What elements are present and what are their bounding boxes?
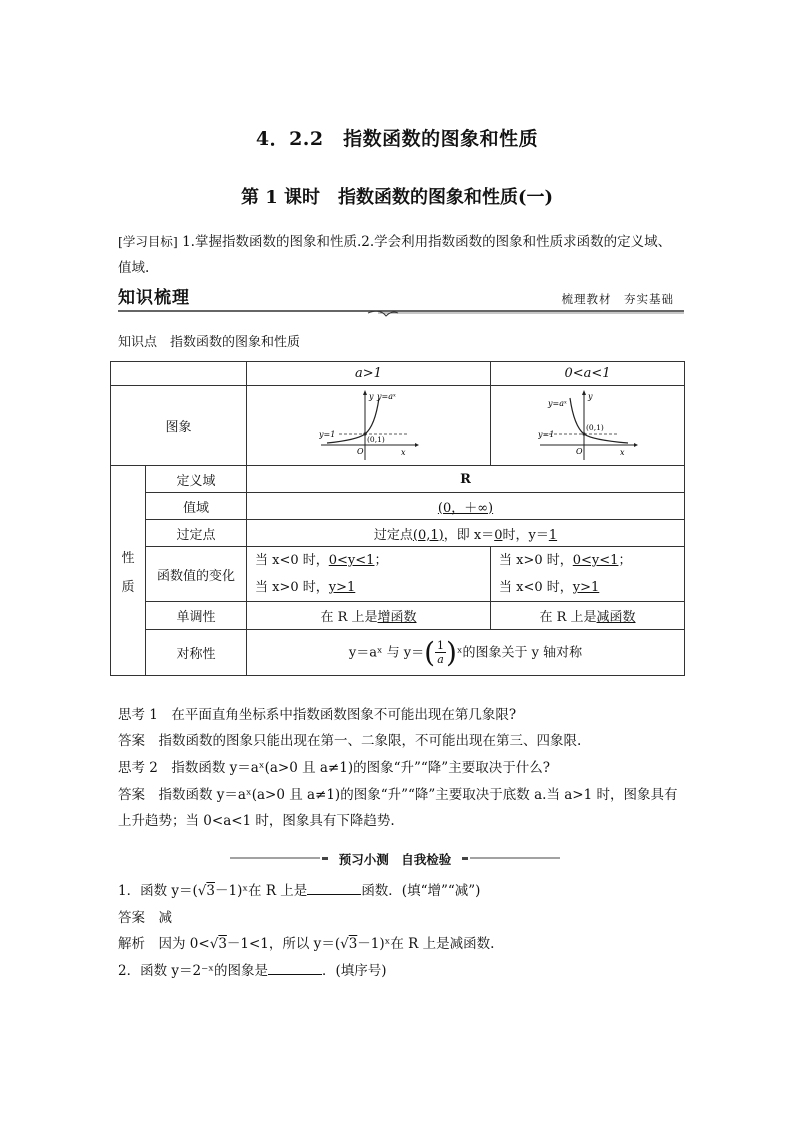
- monotonicity-label: 单调性: [146, 602, 247, 630]
- mono-a-pre: 在 R 上是: [320, 610, 378, 625]
- goal-tag: [学习目标]: [118, 234, 178, 249]
- separator-text: 预习小测 自我检验: [338, 852, 452, 867]
- think-2-question: [118, 755, 684, 781]
- properties-table: [110, 361, 685, 676]
- knowledge-banner: [118, 283, 684, 313]
- graph-increasing: [319, 390, 419, 462]
- q2-num: 2．: [118, 963, 141, 979]
- learning-goals: [118, 229, 684, 281]
- q1-blank[interactable]: [307, 880, 361, 895]
- q1-analysis-post: －1)ˣ在 R 上是减函数.: [357, 936, 495, 952]
- graph2-func: y=aˣ: [547, 398, 567, 408]
- sym-frac-den: a: [437, 653, 444, 666]
- knowledge-subtitle: 梳理教材 夯实基础: [561, 292, 674, 306]
- think2-answer-tag: 答案: [118, 787, 145, 803]
- q1-analysis-sqrt: 3: [218, 936, 227, 952]
- question-2: [118, 958, 684, 984]
- properties-label: [111, 466, 146, 676]
- knowledge-title: 知识梳理: [118, 288, 190, 308]
- change-b-l1-val: 0<y<1: [572, 553, 619, 568]
- range-value: [247, 493, 685, 520]
- q1-analysis-pre: 因为 0<: [158, 936, 210, 952]
- graph-decreasing: [538, 390, 638, 462]
- section-separator: [230, 850, 560, 866]
- fixed-mid: ，即 x＝: [443, 527, 495, 543]
- think-1-answer: [118, 728, 684, 754]
- think1-answer-tag: 答案: [118, 733, 145, 749]
- sym-frac-num: 1: [437, 639, 445, 652]
- change-label: 函数值的变化: [146, 547, 247, 602]
- header-a-gt-1: a>1: [247, 362, 491, 386]
- range-value-text: (0，＋∞): [437, 500, 494, 516]
- q2-post: ．(填序号): [321, 963, 387, 979]
- q2-pre: 函数 y＝2⁻ˣ的图象是: [140, 963, 268, 979]
- change-b-l2-val: y>1: [572, 580, 600, 595]
- q1-analysis-mid: －1<1，所以 y＝(: [226, 936, 341, 952]
- graph-a-gt-1-cell: [247, 386, 491, 466]
- graph-0-a-1-cell: [491, 386, 685, 466]
- change-a-l2-pre: 当 x>0 时，: [255, 580, 329, 595]
- sym-post: ˣ的图象关于 y 轴对称: [456, 645, 583, 660]
- graph1-y-label: y: [368, 391, 374, 401]
- header-0-a-1: 0<a<1: [491, 362, 685, 386]
- q1-answer-text: 减: [158, 910, 172, 926]
- fixed-point-value: [247, 520, 685, 547]
- domain-value: R: [247, 466, 685, 493]
- symmetry-value: y＝aˣ 与 y＝( $\frac{1}{a}$ )ˣ的图象关于 y 轴对称: [247, 630, 685, 676]
- think-1-question: [118, 702, 684, 728]
- lesson-title: 第 1 课时 指数函数的图象和性质(一): [240, 187, 554, 208]
- fixed-pre: 过定点: [373, 527, 413, 543]
- graph2-y-label: y: [587, 391, 593, 401]
- fixed-point-label: 过定点: [146, 520, 247, 547]
- fixed-x: 0: [494, 527, 503, 543]
- q1-answer-tag: 答案: [118, 910, 145, 926]
- change-a-l1-val: 0<y<1: [328, 553, 375, 568]
- q1-num: 1．: [118, 883, 141, 899]
- graph2-line-label: y=1: [537, 429, 554, 439]
- think1-q: 在平面直角坐标系中指数函数图象不可能出现在第几象限?: [171, 707, 517, 723]
- mono-0-a-1: [491, 602, 685, 630]
- domain-label: 定义域: [146, 466, 247, 493]
- graph-row-label: 图象: [111, 386, 247, 466]
- think1-tag: 思考 1: [118, 707, 158, 723]
- fixed-y: 1: [548, 527, 558, 543]
- q2-blank[interactable]: [268, 960, 322, 975]
- mono-b-pre: 在 R 上是: [539, 610, 597, 625]
- think2-answer: 指数函数 y＝aˣ(a>0 且 a≠1)的图象“升”“降”主要取决于底数 a.当 a>1 时，图象具有上升趋势；当 0<a<1 时，图象具有下降趋势.: [118, 787, 678, 829]
- change-a-gt-1: [247, 547, 491, 602]
- q1-analysis-sqrt2: 3: [348, 936, 358, 952]
- think-2-answer: [118, 782, 684, 834]
- think2-q: 指数函数 y＝aˣ(a>0 且 a≠1)的图象“升”“降”主要取决于什么?: [171, 760, 550, 776]
- banner-underline: [118, 308, 684, 318]
- question-1: 1．函数 y＝(√3－1)ˣ在 R 上是 函数．(填“增”“减”): [118, 878, 684, 904]
- change-b-l2-pre: 当 x<0 时，: [499, 580, 573, 595]
- section-title: 4．2.2 指数函数的图象和性质: [255, 128, 539, 150]
- range-label: 值域: [146, 493, 247, 520]
- think2-tag: 思考 2: [118, 760, 158, 776]
- goal-text: 1.掌握指数函数的图象和性质.2.学会利用指数函数的图象和性质求函数的定义域、值域.: [118, 234, 672, 276]
- graph2-point: (0,1): [585, 422, 604, 432]
- graph1-x-label: x: [400, 447, 406, 457]
- change-0-a-1: [491, 547, 685, 602]
- fixed-point: (0,1): [412, 527, 444, 543]
- q1-pre: 函数 y＝(: [140, 883, 198, 899]
- symmetry-label: 对称性: [146, 630, 247, 676]
- change-b-l1-end: ；: [618, 553, 632, 568]
- props-label-bottom: 质: [121, 579, 135, 595]
- mono-b-val: 减函数: [596, 610, 636, 625]
- fixed-mid2: 时，y＝: [502, 527, 549, 543]
- graph1-point: (0,1): [366, 434, 385, 444]
- change-a-l2-val: y>1: [328, 580, 356, 595]
- graph1-func: y=aˣ: [376, 391, 396, 401]
- graph1-line-label: y=1: [318, 429, 335, 439]
- graph1-origin: O: [356, 446, 364, 456]
- change-a-l1-end: ；: [374, 553, 388, 568]
- knowledge-point: 知识点 指数函数的图象和性质: [118, 335, 301, 350]
- table-corner: [111, 362, 247, 386]
- props-label-top: 性: [121, 550, 135, 566]
- change-b-l1-pre: 当 x>0 时，: [499, 553, 573, 568]
- q1-post: 函数．(填“增”“减”): [361, 883, 481, 899]
- q1-sqrt: 3: [206, 883, 215, 899]
- mono-a-val: 增函数: [377, 610, 417, 625]
- q1-mid: －1)ˣ在 R 上是: [214, 883, 308, 899]
- graph2-origin: O: [575, 446, 583, 456]
- q1-analysis-tag: 解析: [118, 936, 145, 952]
- q1-analysis: 解析 因为 0<√3－1<1，所以 y＝(√3－1)ˣ在 R 上是减函数.: [118, 936, 495, 952]
- graph2-x-label: x: [619, 447, 625, 457]
- q1-answer: [118, 905, 684, 931]
- mono-a-gt-1: [247, 602, 491, 630]
- sym-pre: y＝aˣ 与 y＝: [348, 645, 425, 660]
- change-a-l1-pre: 当 x<0 时，: [255, 553, 329, 568]
- think1-answer: 指数函数的图象只能出现在第一、二象限，不可能出现在第三、四象限.: [158, 733, 582, 749]
